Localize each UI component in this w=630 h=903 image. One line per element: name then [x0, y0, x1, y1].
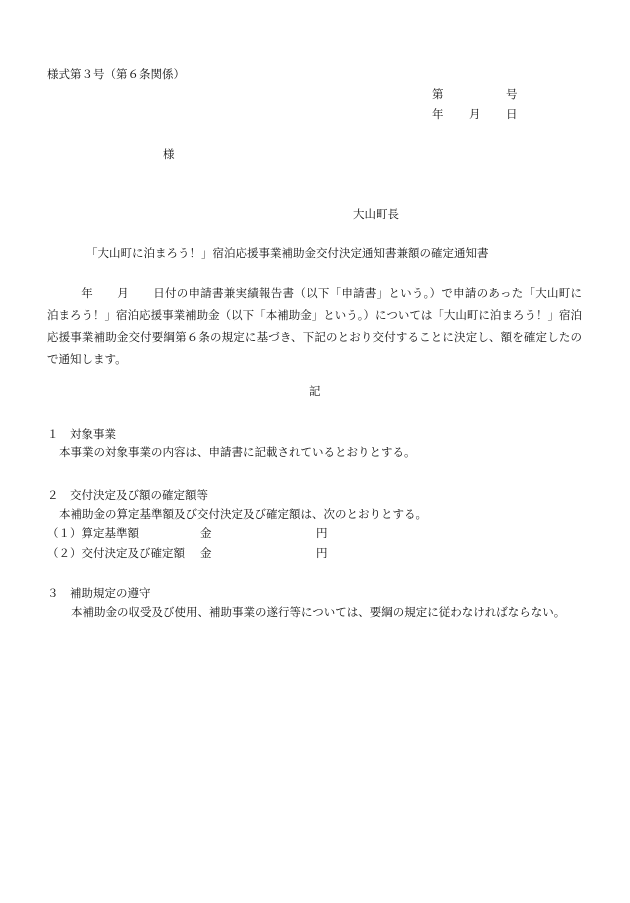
section-3-body: 本補助金の収受及び使用、補助事業の遂行等については、要綱の規定に従わなければならない。	[71, 605, 566, 619]
ki-heading: 記	[309, 384, 321, 398]
document-number-suffix: 号	[506, 87, 518, 101]
amount-row-base-label: （１）算定基準額	[47, 526, 139, 540]
form-label: 様式第３号（第６条関係）	[47, 67, 185, 81]
amount-row-base-prefix: 金	[200, 526, 212, 540]
intro-paragraph	[47, 282, 582, 370]
section-3-heading: ３ 補助規定の遵守	[47, 586, 151, 600]
intro-text: 日付の申請書兼実績報告書（以下「申請書」という。）で申請のあった「大山町に泊まろう！」宿泊応援事業補助金（以下「本補助金」という。）については「大山町に泊まろう！」宿泊応援事業補助金交付要綱第６条の規定に基づき、下記のとおり交付することに決定し、額を確定したので通知します。	[47, 286, 583, 366]
section-1-body: 本事業の対象事業の内容は、申請書に記載されているとおりとする。	[59, 445, 416, 459]
date-day: 日	[506, 107, 518, 121]
document-title: 「大山町に泊まろう！」宿泊応援事業補助金交付決定通知書兼額の確定通知書	[86, 246, 489, 260]
date-year: 年	[432, 107, 444, 121]
date-month: 月	[469, 107, 481, 121]
amount-row-decision-prefix: 金	[200, 546, 212, 560]
amount-row-decision-unit: 円	[316, 546, 328, 560]
section-1-heading: １ 対象事業	[47, 427, 116, 441]
document-number-prefix: 第	[432, 87, 444, 101]
amount-row-decision-label: （２）交付決定及び確定額	[47, 546, 185, 560]
recipient-suffix: 様	[163, 147, 175, 161]
section-2-heading: ２ 交付決定及び額の確定額等	[47, 488, 208, 502]
section-2-body: 本補助金の算定基準額及び交付決定及び確定額は、次のとおりとする。	[59, 507, 427, 521]
amount-row-base-unit: 円	[316, 526, 328, 540]
intro-year: 年	[81, 286, 94, 300]
sender-name: 大山町長	[353, 207, 399, 221]
intro-month: 月	[117, 286, 130, 300]
